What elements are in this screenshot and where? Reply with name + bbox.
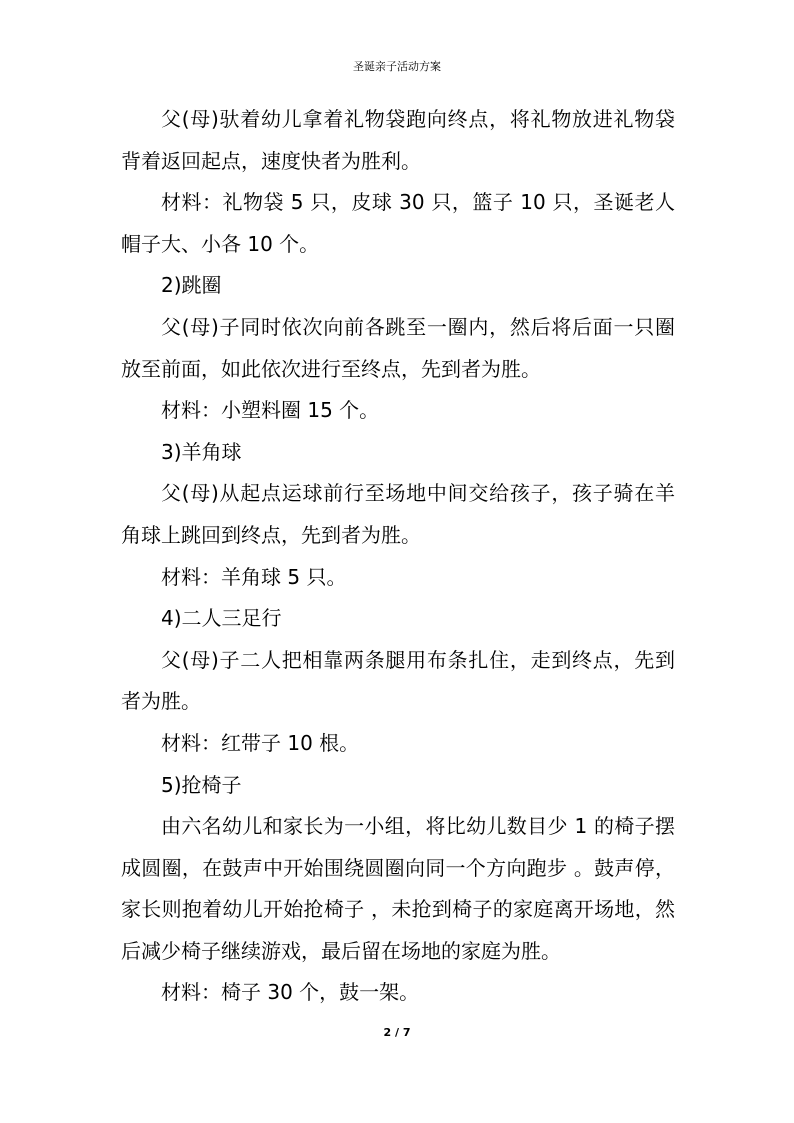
paragraph-materials-4: 材料：红带子 10 根。 (161, 730, 360, 755)
paragraph-three-legged-rules: 父(母)子二人把相靠两条腿用布条扎住，走到终点，先到者为胜。 (121, 647, 675, 714)
paragraph-hopper-ball-rules: 父(母)从起点运球前行至场地中间交给孩子，孩子骑在羊角球上跳回到终点，先到者为胜。 (121, 481, 675, 547)
paragraph-materials-3: 材料：羊角球 5 只。 (161, 564, 347, 589)
paragraph-materials-2: 材料：小塑料圈 15 个。 (161, 398, 380, 423)
paragraph-materials-1: 材料：礼物袋 5 只，皮球 30 只，篮子 10 只，圣诞老人帽子大、小各 10 个。 (121, 190, 675, 256)
page-number: 2 / 7 (383, 1026, 411, 1039)
paragraph-musical-chairs-rules: 由六名幼儿和家长为一小组，将比幼儿数目少 1 的椅子摆成圆圈，在鼓声中开始围绕圆圈向同一个方向跑步 。鼓声停，家长则抱着幼儿开始抢椅子 ，未抢到椅子的家庭离开场地，然后减少椅子继续游戏，最后留在场地的家庭为胜。 (121, 814, 675, 963)
section-heading-three-legged: 4)二人三足行 (161, 606, 282, 631)
page-header: 圣诞亲子活动方案 (353, 60, 441, 73)
section-heading-musical-chairs: 5)抢椅子 (161, 772, 242, 797)
paragraph-jump-circle-rules: 父(母)子同时依次向前各跳至一圈内，然后将后面一只圈放至前面，如此依次进行至终点，先到者为胜。 (121, 314, 675, 381)
paragraph-materials-5: 材料：椅子 30 个，鼓一架。 (161, 980, 420, 1005)
document-body (121, 99, 675, 1014)
section-heading-jump-circle: 2)跳圈 (161, 273, 222, 298)
paragraph-game-description: 父(母)驮着幼儿拿着礼物袋跑向终点，将礼物放进礼物袋背着返回起点，速度快者为胜利。 (121, 107, 675, 173)
section-heading-hopper-ball: 3)羊角球 (161, 439, 242, 464)
